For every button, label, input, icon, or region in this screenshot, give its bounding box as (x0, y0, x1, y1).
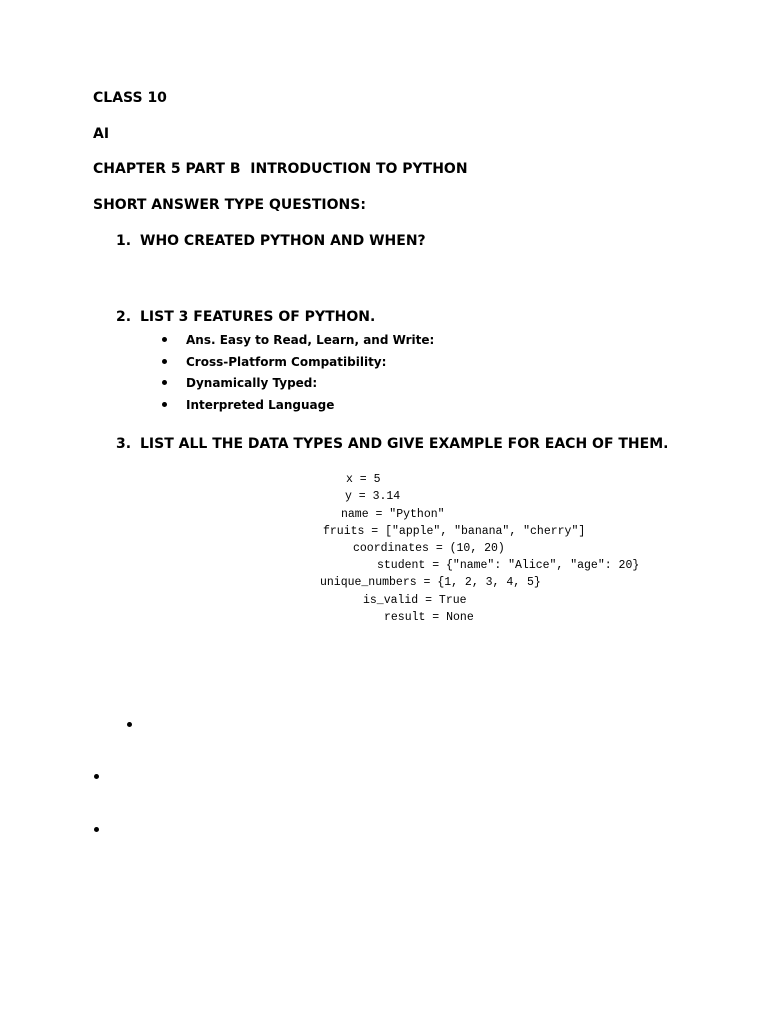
chapter-heading: CHAPTER 5 PART B INTRODUCTION TO PYTHON (93, 161, 468, 177)
code-line: unique_numbers = {1, 2, 3, 4, 5} (320, 576, 541, 589)
bullet-icon (127, 722, 132, 727)
code-line: x = 5 (346, 473, 381, 486)
bullet-icon (94, 827, 99, 832)
list-item-text: Ans. Easy to Read, Learn, and Write: (186, 333, 435, 347)
question-3 (116, 435, 668, 453)
list-item (160, 353, 434, 375)
code-line: student = {"name": "Alice", "age": 20} (377, 559, 640, 572)
question-number: 3. (116, 436, 132, 452)
code-line: y = 3.14 (345, 490, 401, 503)
subject-heading: AI (93, 126, 110, 142)
question-1 (116, 232, 426, 250)
bullet-icon (162, 380, 167, 385)
list-item-text: Cross-Platform Compatibility: (186, 354, 387, 369)
question-text: WHO CREATED PYTHON AND WHEN? (140, 233, 426, 249)
bullet-icon (162, 402, 167, 407)
list-item (160, 374, 434, 396)
code-line: fruits = ["apple", "banana", "cherry"] (323, 525, 586, 538)
list-item-text: Dynamically Typed: (186, 376, 318, 390)
list-item (160, 331, 434, 353)
code-line: is_valid = True (363, 594, 467, 607)
list-item (160, 396, 434, 418)
bullet-icon (162, 359, 167, 364)
question-2 (116, 308, 375, 326)
question-text: LIST 3 FEATURES OF PYTHON. (140, 309, 376, 325)
code-line: name = "Python" (341, 508, 445, 521)
code-line: coordinates = (10, 20) (353, 542, 505, 555)
bullet-icon (162, 337, 167, 342)
question-number: 2. (116, 309, 132, 325)
question-number: 1. (116, 233, 132, 249)
code-line: result = None (384, 611, 474, 624)
question-text: LIST ALL THE DATA TYPES AND GIVE EXAMPLE FOR EACH OF THEM. (140, 436, 669, 452)
bullet-icon (94, 774, 99, 779)
list-item-text: Interpreted Language (186, 397, 335, 412)
section-heading: SHORT ANSWER TYPE QUESTIONS: (93, 197, 366, 213)
class-heading: CLASS 10 (93, 90, 167, 106)
features-list (160, 331, 434, 417)
